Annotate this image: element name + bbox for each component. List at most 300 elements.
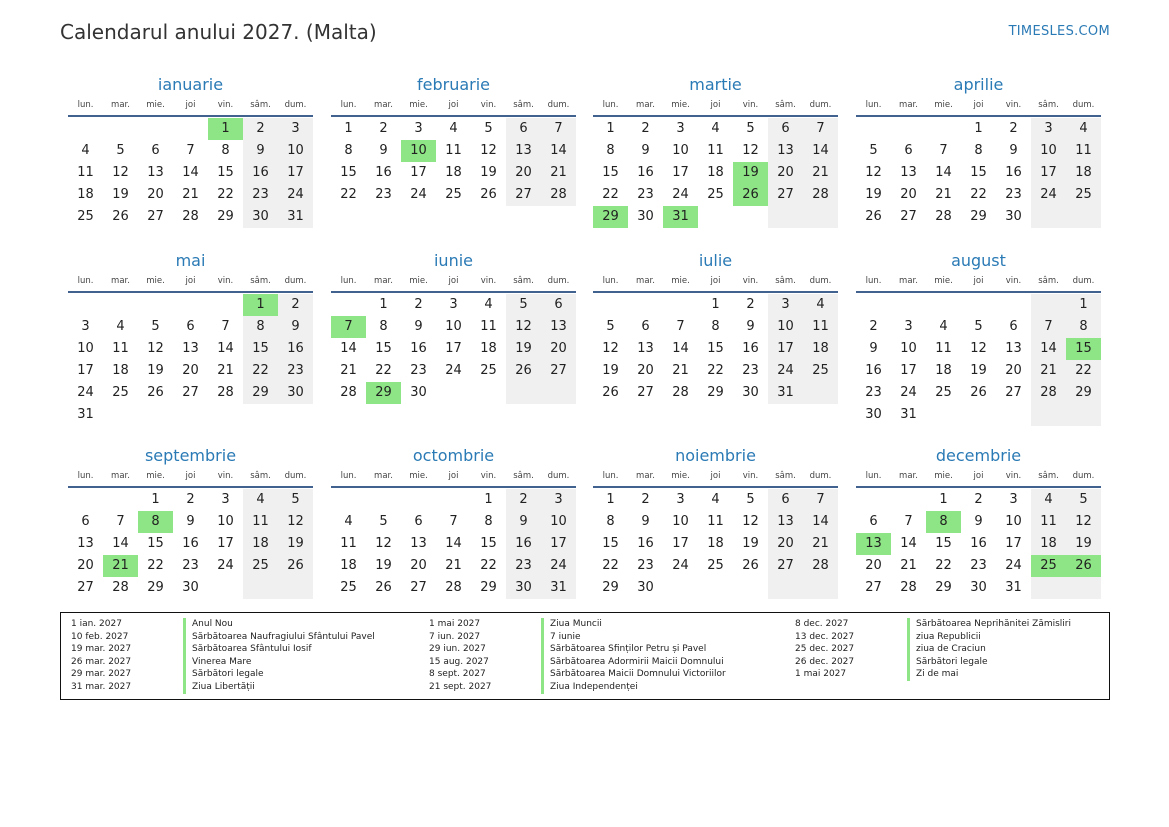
weekday-label: joi [710, 276, 721, 286]
day-cell: 27 [900, 209, 917, 224]
legend-holiday-name: Ziua Libertății [183, 681, 255, 694]
month-title: mai [175, 251, 206, 270]
site-link[interactable]: TIMESLES.COM [1008, 24, 1110, 39]
day-cell: 9 [278, 316, 313, 338]
legend-date: 1 ian. 2027 [71, 619, 122, 629]
weekday-label: vin. [1005, 100, 1022, 110]
day-cell: 23 [637, 187, 654, 202]
day-cell: 2 [746, 297, 755, 312]
legend-date: 1 mai 2027 [429, 619, 481, 629]
day-cell: 21 [1031, 360, 1066, 382]
weekday-label: lun. [865, 471, 882, 481]
weekday-label: vin. [1005, 276, 1022, 286]
day-cell: 27 [506, 184, 541, 206]
day-cell: 18 [803, 338, 838, 360]
day-cell: 10 [1005, 514, 1022, 529]
weekday-label: dum. [809, 471, 832, 481]
day-cell: 8 [974, 143, 983, 158]
day-cell: 2 [379, 121, 388, 136]
legend-holiday-name: Sărbătoarea Adormirii Maicii Domnului [541, 656, 724, 669]
day-cell: 20 [637, 363, 654, 378]
day-cell: 12 [480, 143, 497, 158]
weekday-label: sâm. [250, 276, 271, 286]
legend-item [429, 668, 726, 681]
day-cell: 10 [401, 140, 436, 162]
day-cell: 29 [217, 209, 234, 224]
day-cell: 2 [278, 294, 313, 316]
day-cell: 22 [375, 363, 392, 378]
day-cell: 23 [637, 558, 654, 573]
day-cell: 6 [904, 143, 913, 158]
month-title: septembrie [144, 446, 237, 465]
day-cell: 18 [243, 533, 278, 555]
day-cell: 28 [217, 385, 234, 400]
day-cell: 17 [1031, 162, 1066, 184]
weekday-label: joi [448, 276, 459, 286]
weekday-label: mar. [899, 471, 918, 481]
day-cell: 13 [856, 533, 891, 555]
empty-cell [996, 404, 1031, 426]
weekday-label: dum. [284, 276, 307, 286]
month-title: ianuarie [157, 75, 224, 94]
empty-cell [138, 118, 173, 140]
empty-cell [208, 404, 243, 426]
weekday-label: dum. [547, 100, 570, 110]
weekday-label: lun. [77, 100, 94, 110]
day-cell: 1 [711, 297, 720, 312]
day-cell: 2 [869, 319, 878, 334]
weekday-label: vin. [742, 471, 759, 481]
day-cell: 4 [243, 489, 278, 511]
day-cell: 18 [1066, 162, 1101, 184]
weekday-header [331, 273, 576, 293]
weekday-header [593, 273, 838, 293]
day-cell: 21 [900, 558, 917, 573]
month-iulie [593, 249, 838, 404]
day-cell: 16 [506, 533, 541, 555]
day-cell: 5 [746, 492, 755, 507]
month-septembrie [68, 444, 313, 599]
day-cell: 13 [900, 165, 917, 180]
day-cell: 27 [768, 184, 803, 206]
day-cell: 10 [217, 514, 234, 529]
day-cell: 27 [147, 209, 164, 224]
day-cell: 20 [768, 533, 803, 555]
day-cell: 15 [375, 341, 392, 356]
weekday-header [856, 273, 1101, 293]
legend-item [795, 656, 1071, 669]
empty-cell [1031, 577, 1066, 599]
empty-cell [768, 206, 803, 228]
day-grid [856, 294, 1101, 426]
day-grid [331, 118, 576, 206]
day-cell: 1 [243, 294, 278, 316]
legend-holiday-name: Sărbătoarea Maicii Domnului Victoriilor [541, 668, 726, 681]
day-cell: 8 [926, 511, 961, 533]
day-cell: 2 [186, 492, 195, 507]
day-cell: 12 [970, 341, 987, 356]
weekday-label: mie. [146, 276, 165, 286]
legend-item [795, 668, 1071, 681]
day-cell: 2 [641, 492, 650, 507]
day-cell: 28 [445, 580, 462, 595]
day-cell: 19 [480, 165, 497, 180]
day-cell: 17 [672, 165, 689, 180]
day-cell: 12 [602, 341, 619, 356]
day-cell: 10 [77, 341, 94, 356]
weekday-label: sâm. [1038, 471, 1059, 481]
day-cell: 23 [182, 558, 199, 573]
day-cell: 24 [278, 184, 313, 206]
weekday-label: sâm. [250, 100, 271, 110]
day-cell: 17 [445, 341, 462, 356]
empty-cell [68, 294, 103, 316]
day-cell: 14 [1031, 338, 1066, 360]
day-cell: 26 [375, 580, 392, 595]
day-cell: 17 [768, 338, 803, 360]
day-cell: 29 [593, 206, 628, 228]
empty-cell [628, 294, 663, 316]
legend-holiday-name: Sărbătoarea Sfântului Iosif [183, 643, 312, 656]
weekday-label: mar. [111, 471, 130, 481]
empty-cell [698, 577, 733, 599]
weekday-label: mar. [111, 276, 130, 286]
weekday-header [331, 468, 576, 488]
empty-cell [1031, 404, 1066, 426]
weekday-label: lun. [77, 276, 94, 286]
empty-cell [733, 577, 768, 599]
empty-cell [961, 404, 996, 426]
day-cell: 4 [939, 319, 948, 334]
legend-item [429, 656, 726, 669]
day-cell: 21 [803, 162, 838, 184]
day-cell: 5 [974, 319, 983, 334]
day-cell: 26 [602, 385, 619, 400]
weekday-label: mie. [409, 471, 428, 481]
day-cell: 30 [506, 577, 541, 599]
day-cell: 20 [77, 558, 94, 573]
day-cell: 20 [1005, 363, 1022, 378]
legend-date: 8 dec. 2027 [795, 619, 849, 629]
day-cell: 17 [278, 162, 313, 184]
empty-cell [891, 489, 926, 511]
day-cell: 30 [970, 580, 987, 595]
day-cell: 28 [803, 555, 838, 577]
day-cell: 10 [900, 341, 917, 356]
day-cell: 21 [803, 533, 838, 555]
empty-cell [733, 206, 768, 228]
day-grid [331, 294, 576, 404]
day-cell: 1 [1066, 294, 1101, 316]
day-cell: 9 [746, 319, 755, 334]
legend-holiday-name: Sărbătoarea Sfinților Petru și Pavel [541, 643, 706, 656]
month-decembrie [856, 444, 1101, 599]
weekday-label: lun. [602, 471, 619, 481]
day-cell: 10 [278, 140, 313, 162]
legend-item [71, 618, 375, 631]
day-cell: 8 [379, 319, 388, 334]
empty-cell [68, 489, 103, 511]
day-cell: 4 [116, 319, 125, 334]
day-cell: 20 [410, 558, 427, 573]
day-cell: 19 [733, 162, 768, 184]
day-cell: 7 [449, 514, 458, 529]
day-cell: 20 [900, 187, 917, 202]
day-cell: 3 [449, 297, 458, 312]
day-cell: 28 [541, 184, 576, 206]
day-cell: 23 [1005, 187, 1022, 202]
month-aprilie [856, 73, 1101, 228]
day-cell: 18 [340, 558, 357, 573]
day-grid [68, 118, 313, 228]
month-octombrie [331, 444, 576, 599]
month-februarie [331, 73, 576, 206]
day-cell: 30 [1005, 209, 1022, 224]
day-cell: 4 [711, 121, 720, 136]
legend-holiday-name: Sărbătoarea Neprihănitei Zămisliri [907, 618, 1071, 631]
empty-cell [856, 118, 891, 140]
weekday-label: joi [185, 471, 196, 481]
day-cell: 30 [278, 382, 313, 404]
weekday-label: joi [973, 471, 984, 481]
weekday-label: dum. [547, 471, 570, 481]
day-cell: 20 [506, 162, 541, 184]
day-cell: 12 [506, 316, 541, 338]
legend-item [71, 643, 375, 656]
legend-date: 8 sept. 2027 [429, 669, 486, 680]
day-cell: 7 [541, 118, 576, 140]
day-cell: 20 [182, 363, 199, 378]
day-cell: 2 [641, 121, 650, 136]
day-cell: 25 [707, 187, 724, 202]
weekday-label: sâm. [1038, 100, 1059, 110]
legend-holiday-name: Zi de mai [907, 668, 958, 681]
day-cell: 7 [116, 514, 125, 529]
legend-item [429, 631, 726, 644]
empty-cell [243, 404, 278, 426]
day-cell: 30 [637, 209, 654, 224]
day-cell: 8 [1066, 316, 1101, 338]
empty-cell [1066, 577, 1101, 599]
day-cell: 1 [606, 121, 615, 136]
day-cell: 26 [733, 184, 768, 206]
day-cell: 11 [707, 514, 724, 529]
weekday-label: sâm. [775, 100, 796, 110]
day-cell: 20 [541, 338, 576, 360]
day-cell: 17 [672, 536, 689, 551]
empty-cell [803, 577, 838, 599]
day-cell: 3 [1031, 118, 1066, 140]
day-cell: 8 [344, 143, 353, 158]
day-cell: 21 [340, 363, 357, 378]
day-cell: 22 [970, 187, 987, 202]
day-cell: 9 [974, 514, 983, 529]
weekday-label: sâm. [1038, 276, 1059, 286]
weekday-label: mie. [934, 100, 953, 110]
day-cell: 24 [410, 187, 427, 202]
weekday-label: mie. [146, 100, 165, 110]
day-cell: 17 [217, 536, 234, 551]
day-grid [593, 118, 838, 228]
day-cell: 9 [379, 143, 388, 158]
day-cell: 2 [414, 297, 423, 312]
day-cell: 31 [663, 206, 698, 228]
legend-date: 13 dec. 2027 [795, 631, 855, 642]
empty-cell [243, 577, 278, 599]
empty-cell [471, 382, 506, 404]
legend-holiday-name: Anul Nou [183, 618, 233, 631]
day-cell: 28 [340, 385, 357, 400]
legend-holiday-name: ziua Republicii [907, 631, 981, 644]
empty-cell [961, 294, 996, 316]
weekday-header [68, 468, 313, 488]
weekday-header [856, 468, 1101, 488]
day-cell: 2 [1009, 121, 1018, 136]
day-cell: 16 [410, 341, 427, 356]
day-cell: 11 [243, 511, 278, 533]
day-cell: 16 [742, 341, 759, 356]
day-cell: 13 [768, 511, 803, 533]
day-cell: 13 [768, 140, 803, 162]
empty-cell [926, 294, 961, 316]
day-cell: 26 [480, 187, 497, 202]
day-cell: 11 [77, 165, 94, 180]
legend-item [429, 681, 726, 694]
day-cell: 7 [1031, 316, 1066, 338]
day-cell: 21 [182, 187, 199, 202]
month-ianuarie [68, 73, 313, 228]
day-cell: 30 [410, 385, 427, 400]
legend-date: 26 dec. 2027 [795, 656, 855, 667]
weekday-label: mie. [934, 276, 953, 286]
day-cell: 4 [1066, 118, 1101, 140]
day-cell: 8 [138, 511, 173, 533]
empty-cell [926, 404, 961, 426]
day-cell: 12 [865, 165, 882, 180]
legend-date: 29 iun. 2027 [429, 644, 486, 655]
day-cell: 13 [147, 165, 164, 180]
legend-item [71, 631, 375, 644]
day-cell: 11 [935, 341, 952, 356]
day-cell: 6 [186, 319, 195, 334]
weekday-label: sâm. [250, 471, 271, 481]
day-cell: 8 [484, 514, 493, 529]
month-mai [68, 249, 313, 426]
day-cell: 11 [1066, 140, 1101, 162]
day-cell: 25 [77, 209, 94, 224]
day-cell: 29 [707, 385, 724, 400]
day-cell: 12 [375, 536, 392, 551]
day-cell: 25 [1066, 184, 1101, 206]
day-cell: 15 [243, 338, 278, 360]
day-cell: 25 [1031, 555, 1066, 577]
day-cell: 7 [221, 319, 230, 334]
weekday-label: dum. [1072, 471, 1095, 481]
day-cell: 26 [147, 385, 164, 400]
weekday-label: vin. [1005, 471, 1022, 481]
day-cell: 18 [1031, 533, 1066, 555]
month-august [856, 249, 1101, 426]
day-cell: 26 [865, 209, 882, 224]
day-cell: 5 [869, 143, 878, 158]
day-cell: 2 [506, 489, 541, 511]
day-cell: 29 [147, 580, 164, 595]
day-cell: 22 [602, 558, 619, 573]
day-cell: 10 [768, 316, 803, 338]
day-cell: 25 [707, 558, 724, 573]
day-cell: 11 [445, 143, 462, 158]
legend-holiday-name: Vinerea Mare [183, 656, 251, 669]
empty-cell [103, 118, 138, 140]
weekday-label: vin. [480, 100, 497, 110]
day-cell: 12 [278, 511, 313, 533]
empty-cell [803, 382, 838, 404]
empty-cell [103, 404, 138, 426]
day-cell: 28 [803, 184, 838, 206]
day-cell: 23 [375, 187, 392, 202]
day-cell: 19 [506, 338, 541, 360]
day-cell: 7 [939, 143, 948, 158]
day-grid [68, 489, 313, 599]
day-cell: 23 [278, 360, 313, 382]
day-cell: 3 [414, 121, 423, 136]
day-cell: 13 [410, 536, 427, 551]
day-cell: 15 [970, 165, 987, 180]
day-cell: 21 [935, 187, 952, 202]
day-cell: 16 [637, 536, 654, 551]
day-cell: 26 [1066, 555, 1101, 577]
day-cell: 5 [1066, 489, 1101, 511]
legend-column [429, 618, 726, 694]
month-title: august [951, 251, 1006, 270]
empty-cell [436, 382, 471, 404]
day-cell: 15 [147, 536, 164, 551]
empty-cell [663, 294, 698, 316]
day-cell: 24 [445, 363, 462, 378]
day-cell: 26 [506, 360, 541, 382]
day-cell: 10 [672, 143, 689, 158]
day-cell: 28 [672, 385, 689, 400]
day-cell: 31 [768, 382, 803, 404]
day-cell: 11 [1031, 511, 1066, 533]
legend-item [795, 643, 1071, 656]
weekday-label: lun. [340, 100, 357, 110]
day-cell: 14 [182, 165, 199, 180]
day-cell: 28 [935, 209, 952, 224]
legend-item [71, 681, 375, 694]
weekday-label: lun. [865, 100, 882, 110]
empty-cell [856, 294, 891, 316]
day-cell: 18 [480, 341, 497, 356]
weekday-label: sâm. [513, 276, 534, 286]
empty-cell [891, 294, 926, 316]
day-cell: 13 [637, 341, 654, 356]
day-grid [593, 489, 838, 599]
empty-cell [506, 382, 541, 404]
day-cell: 25 [803, 360, 838, 382]
day-cell: 6 [506, 118, 541, 140]
day-cell: 18 [707, 536, 724, 551]
day-cell: 31 [77, 407, 94, 422]
month-title: martie [689, 75, 742, 94]
legend-date: 19 mar. 2027 [71, 644, 132, 655]
day-cell: 26 [742, 558, 759, 573]
day-cell: 31 [278, 206, 313, 228]
day-cell: 15 [340, 165, 357, 180]
legend-item [795, 631, 1071, 644]
day-cell: 12 [1066, 511, 1101, 533]
day-cell: 12 [742, 143, 759, 158]
